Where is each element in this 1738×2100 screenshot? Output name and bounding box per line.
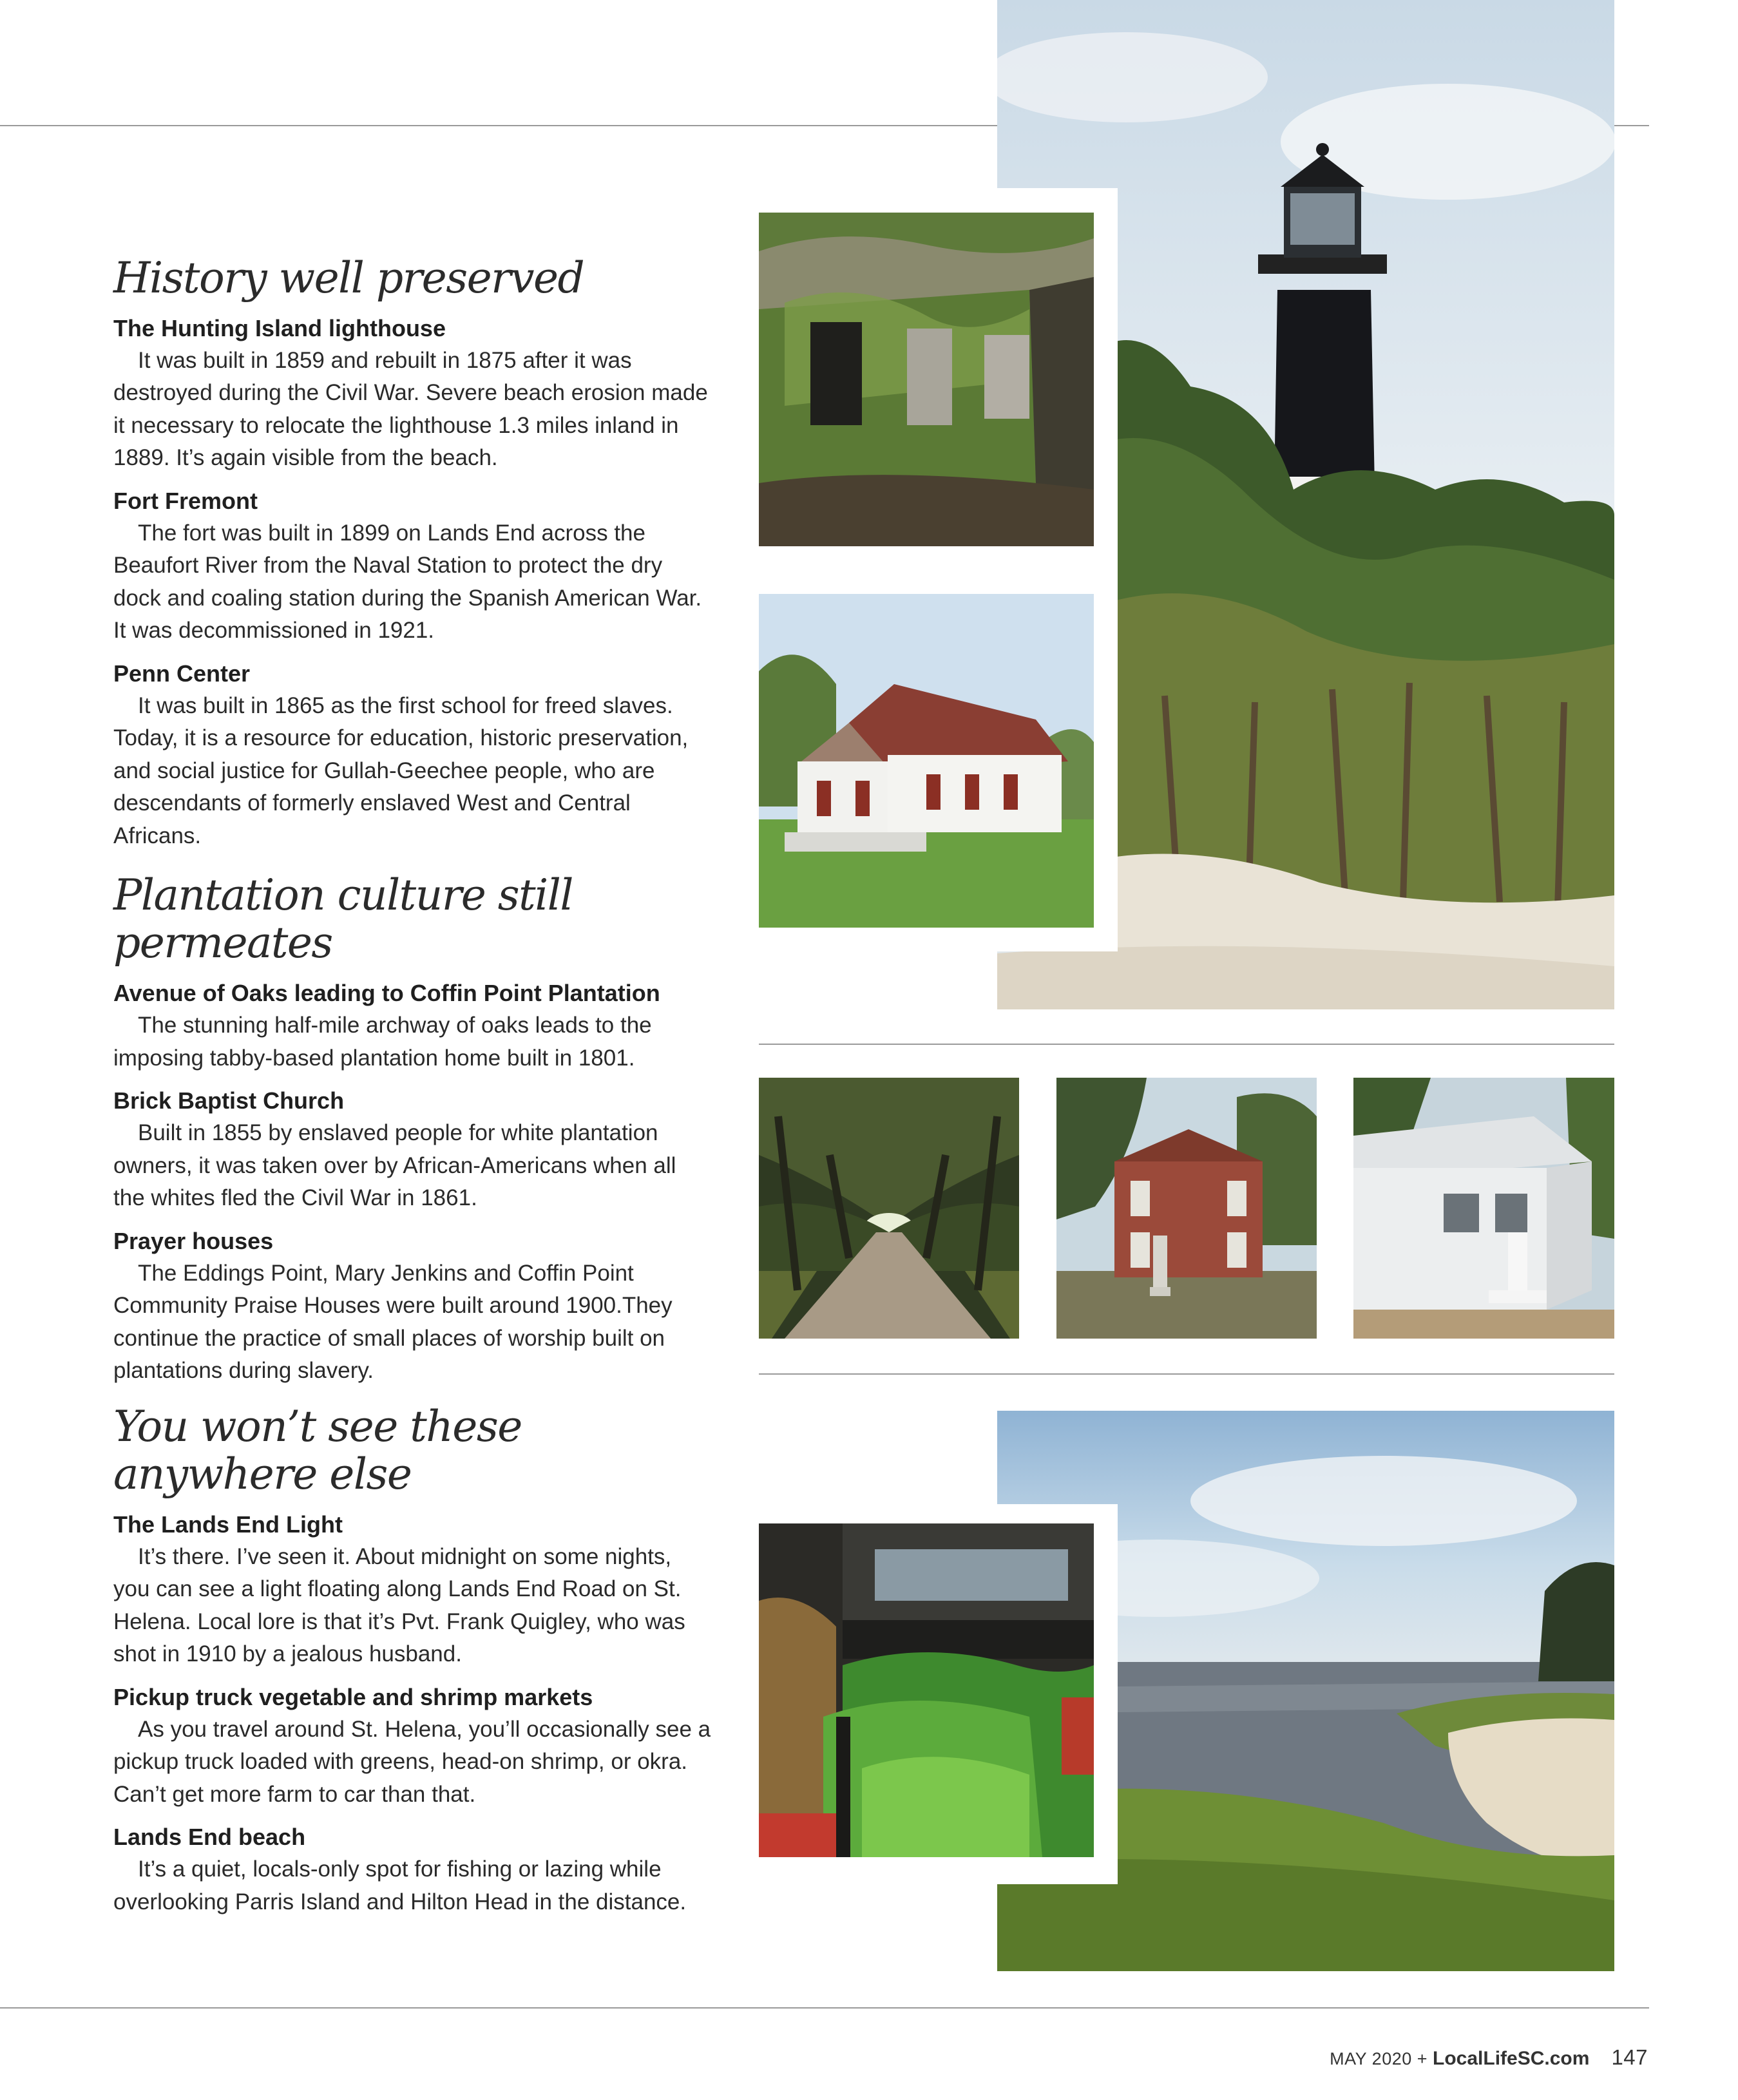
prayer-house-photo xyxy=(1353,1078,1614,1339)
item-title-lands-end-beach: Lands End beach xyxy=(113,1824,306,1851)
penn-center-photo xyxy=(759,594,1094,928)
article-text-column xyxy=(113,254,712,1934)
item-title-penn-center: Penn Center xyxy=(113,660,251,687)
footer-issue: MAY 2020 + xyxy=(1330,2049,1428,2068)
vegetable-market-photo xyxy=(759,1523,1094,1857)
middle-rule-1 xyxy=(759,1044,1614,1045)
avenue-of-oaks-photo xyxy=(759,1078,1019,1339)
section-plantation xyxy=(113,872,712,1387)
section-unique xyxy=(113,1403,712,1918)
item-body-brick-baptist: Built in 1855 by enslaved people for white plantation owners, it was taken over by African-Americans when all the whites fled the Civil War in 1861. xyxy=(113,1120,676,1211)
item-title-lighthouse: The Hunting Island lighthouse xyxy=(113,314,446,341)
brick-baptist-church-photo xyxy=(1056,1078,1317,1339)
section-heading-unique: You won’t see these anywhere else xyxy=(113,1401,522,1499)
item-title-brick-baptist: Brick Baptist Church xyxy=(113,1087,345,1114)
item-title-avenue-of-oaks: Avenue of Oaks leading to Coffin Point Plantation xyxy=(113,980,660,1007)
bottom-rule xyxy=(0,2007,1649,2009)
item-body-prayer-houses: The Eddings Point, Mary Jenkins and Coffin Point Community Praise Houses were built around 1900.They continue the practice of small places of worship built on plantations during slavery. xyxy=(113,1260,673,1384)
fort-fremont-photo xyxy=(759,213,1094,546)
item-title-prayer-houses: Prayer houses xyxy=(113,1227,274,1254)
item-body-lands-end-beach: It’s a quiet, locals-only spot for fishing or lazing while overlooking Parris Island and Hilton Head in the distance. xyxy=(113,1857,687,1914)
item-title-lands-end-light: The Lands End Light xyxy=(113,1511,343,1538)
item-title-fort-fremont: Fort Fremont xyxy=(113,487,258,514)
item-body-lands-end-light: It’s there. I’ve seen it. About midnight on some nights, you can see a light floating along Lands End Road on St. Helena. Local lore is that it’s Pvt. Frank Quigley, who was shot in 1910 by a jealous husband. xyxy=(113,1543,685,1667)
footer-site: LocalLifeSC.com xyxy=(1433,2048,1590,2069)
item-body-penn-center: It was built in 1865 as the first school for freed slaves. Today, it is a resource for education, historic preservation, and social justice for Gullah-Geechee people, who are descendants of formerly enslaved West and Central Africans. xyxy=(113,692,689,848)
page-number: 147 xyxy=(1611,2045,1648,2069)
middle-rule-2 xyxy=(759,1373,1614,1375)
item-body-pickup-markets: As you travel around St. Helena, you’ll occasionally see a pickup truck loaded with greens, head-on shrimp, or okra. Can’t get more farm to car than that. xyxy=(113,1716,711,1807)
item-body-avenue-of-oaks: The stunning half-mile archway of oaks leads to the imposing tabby-based plantation home built in 1801. xyxy=(113,1013,652,1071)
item-title-pickup-markets: Pickup truck vegetable and shrimp markets xyxy=(113,1683,593,1710)
section-history xyxy=(113,254,712,852)
item-body-lighthouse: It was built in 1859 and rebuilt in 1875 after it was destroyed during the Civil War. Severe beach erosion made it necessary to relocate the lighthouse 1.3 miles inland in 1889. It’s again visible from the beach. xyxy=(113,347,708,471)
section-heading-history: History well preserved xyxy=(113,253,584,303)
page-footer xyxy=(1330,2045,1648,2070)
item-body-fort-fremont: The fort was built in 1899 on Lands End across the Beaufort River from the Naval Station to protect the dry dock and coaling station during the Spanish American War. It was decommissioned in 1921. xyxy=(113,520,702,644)
section-heading-plantation: Plantation culture still permeates xyxy=(113,870,573,968)
